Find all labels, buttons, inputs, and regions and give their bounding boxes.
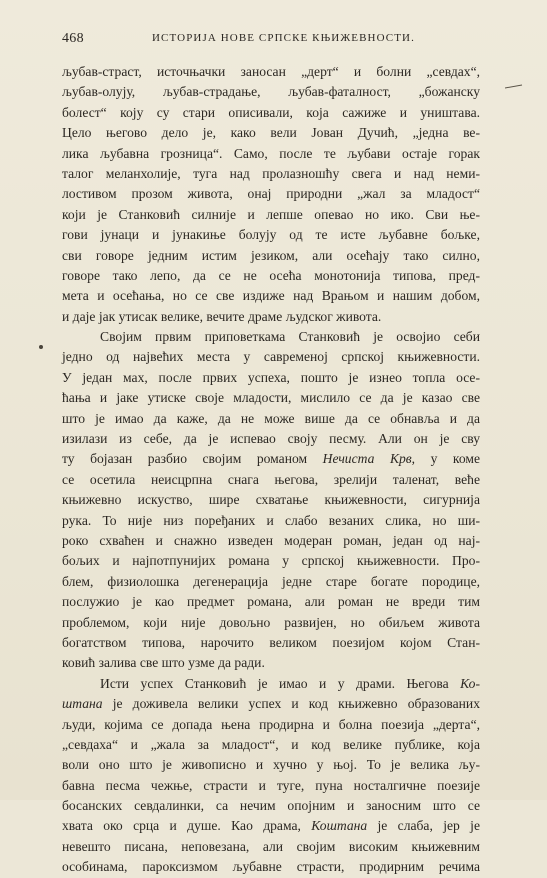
text-line: особинама, пароксизмом љубавне страсти, продирним речима (62, 859, 480, 875)
text-line: штана је доживела велики успех и код књижевно образованих (62, 696, 480, 712)
text-line: гови јунаци и јунакиње болују од те исте љубавне бољке, (62, 227, 480, 243)
text-line: послужио је као предмет романа, али роман не вреди тим (62, 594, 480, 610)
text-line: „севдаха“ и „жала за младост“, и код велике публике, која (62, 736, 480, 752)
text-line: љубав-страст, источњачки заносан „дерт“ и болни „севдах“, (62, 64, 480, 79)
text-line: проблемом, који није довољно развијен, но обиљем живота (62, 614, 480, 630)
text-line: талог меланхолије, туга над пролазношћу свега и над неми- (62, 165, 480, 181)
text-line: богатством типова, нарочито великом поезијом којом Стан- (62, 634, 480, 650)
text-line: рука. То није низ поређаних и слабо везаних слика, но ши- (62, 512, 480, 528)
text-line: Исти успех Станковић је имао и у драми. Његова Ко- (100, 675, 480, 691)
text-line: и даје јак утисак велике, вечите драме људског живота. (62, 308, 382, 324)
body-text (62, 62, 480, 878)
page-header (62, 31, 480, 47)
text-line: бавна песма чежње, страсти и туге, пуна носталгичне поезије (62, 777, 480, 793)
margin-dot-icon (39, 345, 43, 349)
text-line: што је имао да каже, да не може више да се обнавља и да (62, 410, 480, 426)
text-line: ковић залива све што узме да ради. (62, 655, 265, 671)
text-line: воли оно што је живописно и хучно у њој. То је велика љу- (62, 757, 480, 773)
text-line: мета и осећања, но се све издиже над Врањом и нашим добом, (62, 288, 480, 304)
text-line: сви говоре једним истим језиком, али осећају тако силно, (62, 247, 480, 263)
text-line: који је Станковић силније и лепше опевао но ико. Сви ње- (62, 206, 480, 222)
running-head: ИСТОРИЈА НОВЕ СРПСКЕ КЊИЖЕВНОСТИ. (152, 32, 415, 44)
text-line: ћања и јаке утиске своје младости, мислило се да је казао све (62, 390, 480, 406)
text-line: босанских севдалинки, са нечим опојним и заносним што се (62, 798, 480, 814)
text-line: књижевно искуство, шире схватање књижевности, сигурнија (62, 492, 480, 508)
text-line: невешто писана, неповезана, али својим високим књижевним (62, 838, 480, 854)
text-line: ту бојазан разбио својим романом Нечиста Крв, у коме (62, 451, 480, 467)
text-line: се осетила неисцрпна снага његова, зрелији таленат, веће (62, 471, 480, 487)
text-line: бољих и најпотпунијих романа у српској књижевности. Про- (62, 553, 480, 569)
text-line: хвата око срца и душе. Као драма, Коштана је слаба, јер је (62, 818, 480, 834)
text-line: болест“ коју су стари описивали, која сажиже и уништава. (62, 104, 480, 120)
text-line: лостивом прозом живота, онај природни „жал за младост“ (62, 186, 480, 202)
text-line: једно од највећих места у савременој српској књижевности. (62, 349, 480, 365)
pencil-mark-icon (505, 76, 523, 81)
page-number: 468 (62, 31, 84, 46)
text-line: роко схваћен и снажно изведен модеран роман, један од нај- (62, 532, 480, 548)
text-line: лика љубавна грозница“. Само, после те љубави остаје горак (62, 145, 480, 161)
text-line: љубав-олују, љубав-страдање, љубав-фаталност, „божанску (62, 84, 480, 100)
text-line: блем, физиолошка дегенерација једне старе богате породице, (62, 573, 480, 589)
text-line: Цело његово дело је, како вели Јован Дучић, „једна ве- (62, 125, 480, 141)
text-line: људи, којима се допада њена продирна и болна поезија „дерта“, (62, 716, 480, 732)
text-line: У један мах, после првих успеха, пошто је изнео топла осе- (62, 369, 480, 385)
text-line: изилази из себе, да је испевао своју песму. Али он је сву (62, 431, 480, 447)
text-line: Својим првим приповеткама Станковић је освојио себи (100, 329, 480, 345)
text-line: говоре тако лепо, да се не осећа монотонија типова, пред- (62, 267, 480, 283)
